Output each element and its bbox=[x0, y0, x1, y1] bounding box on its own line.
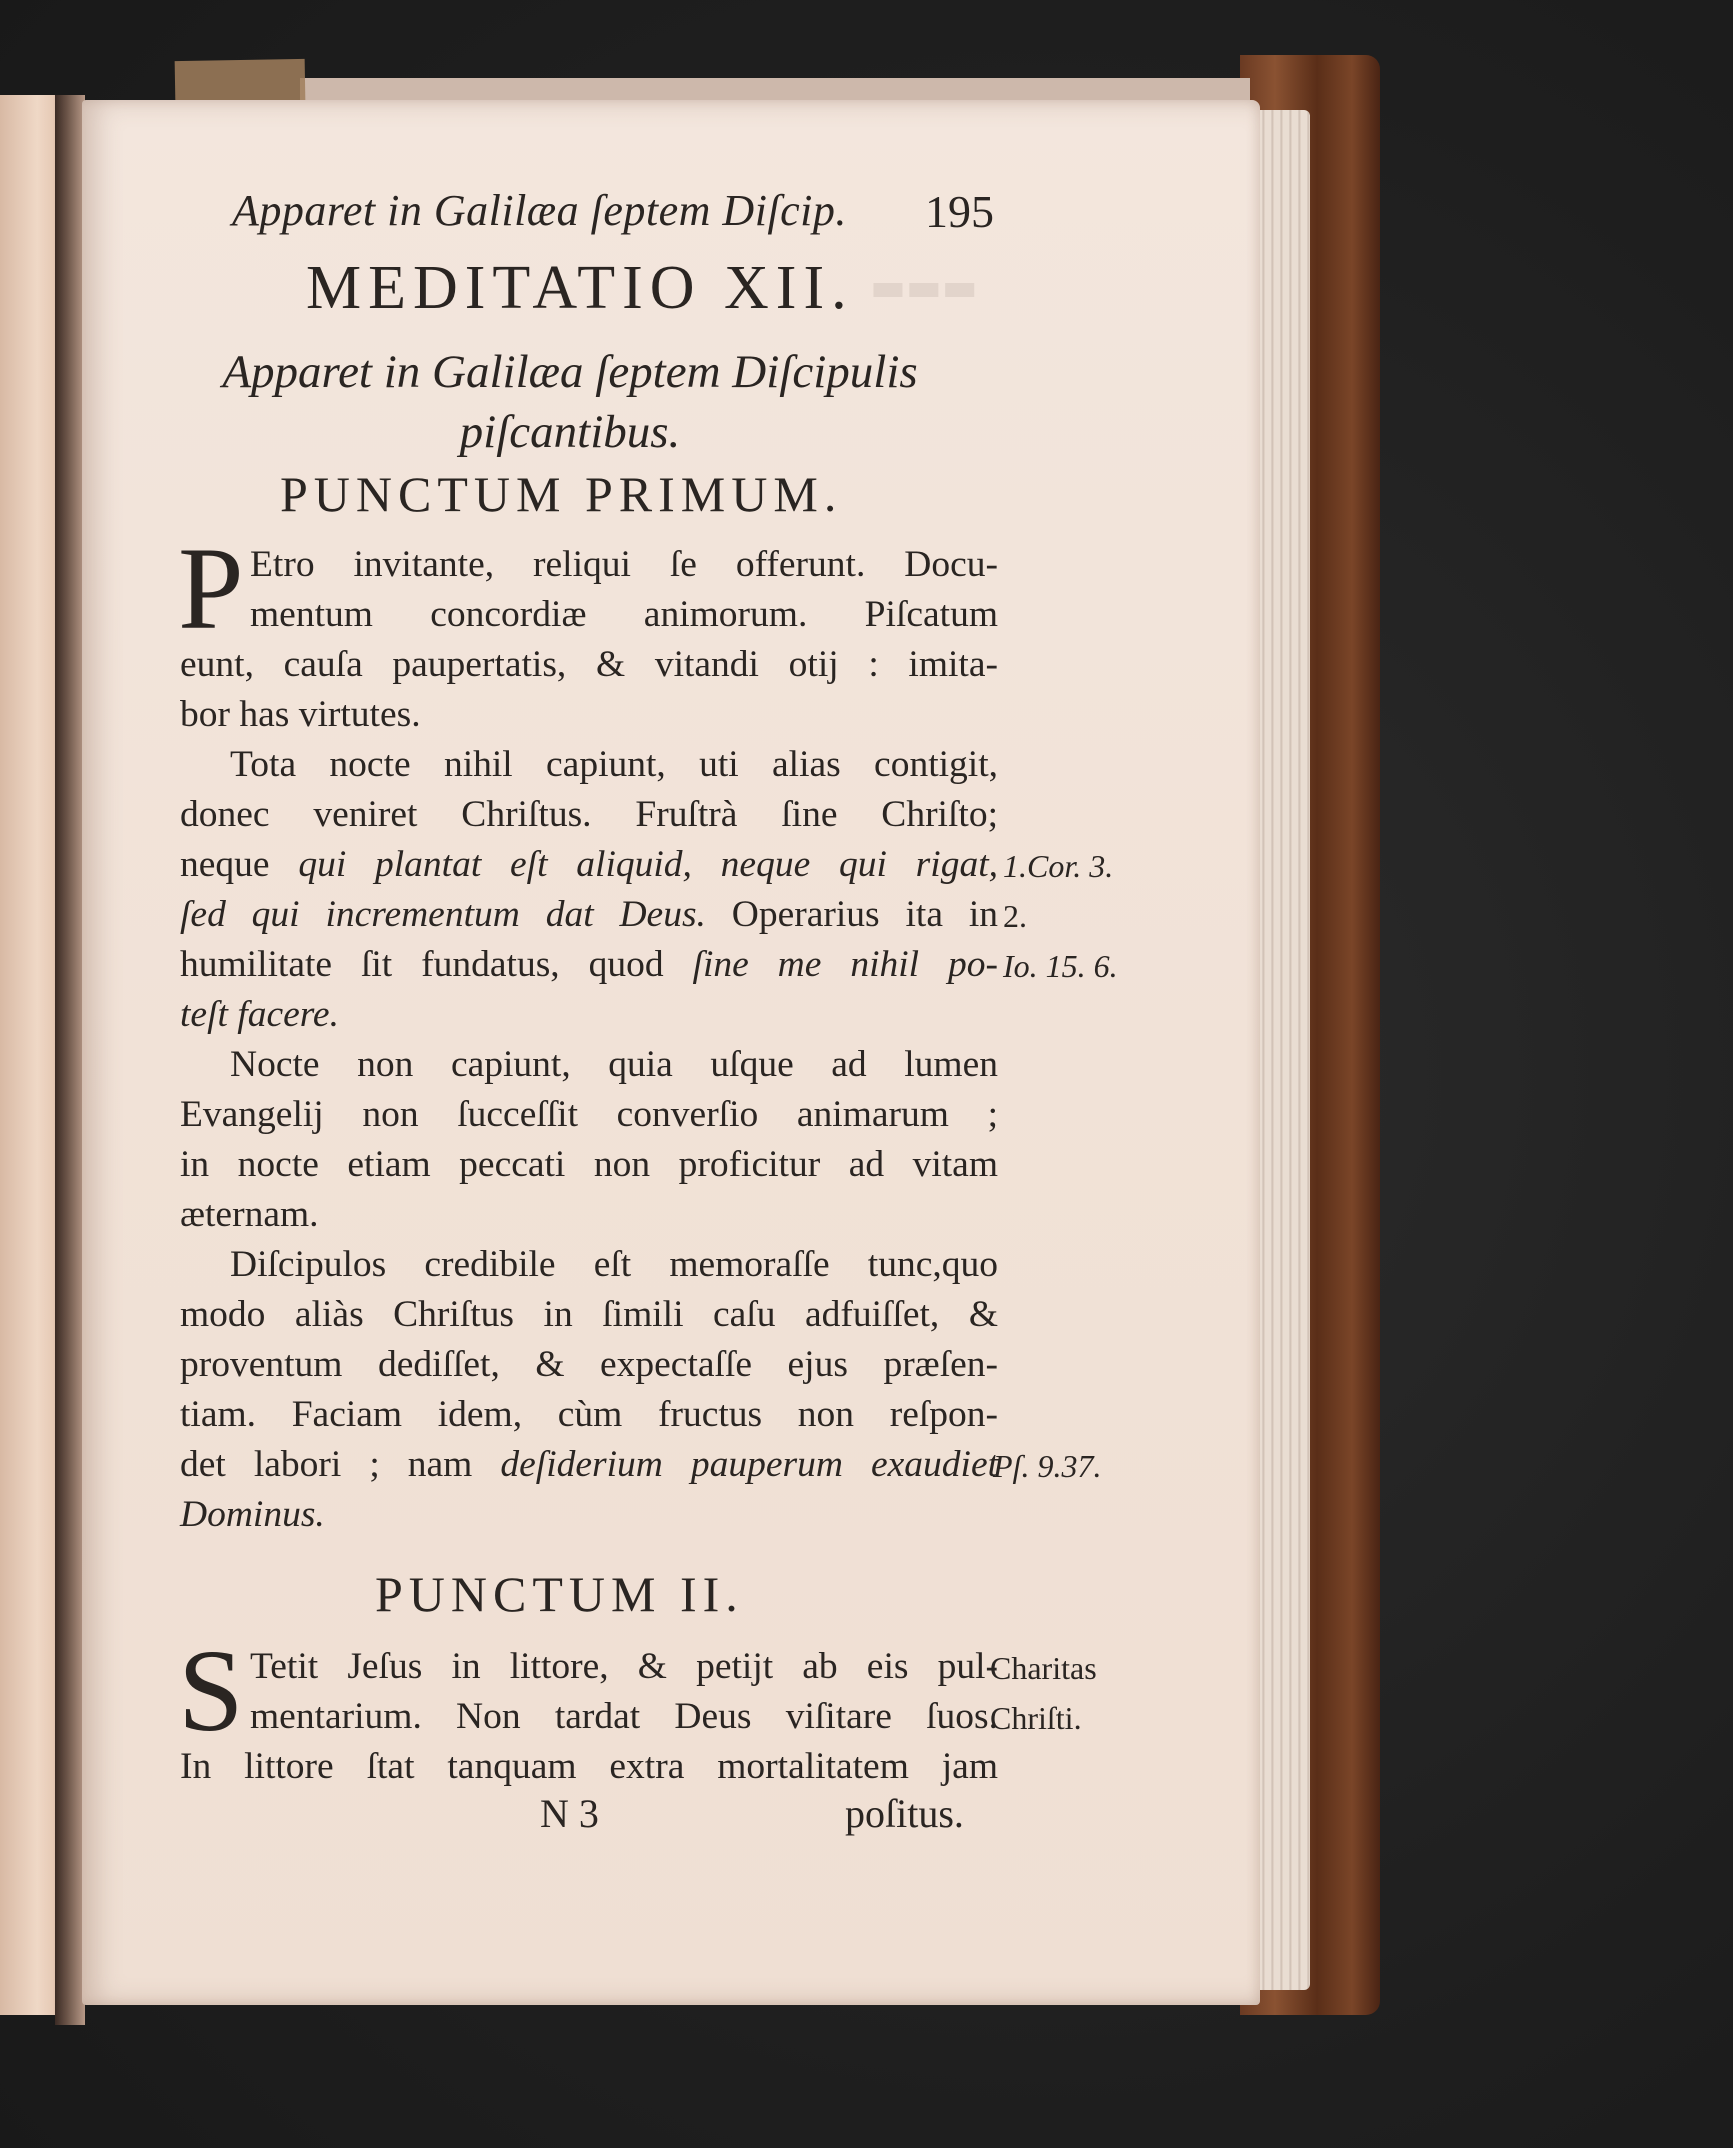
show-through-texture: ▬▬▬ bbox=[870, 265, 978, 309]
body-line: bor has virtutes. bbox=[180, 694, 421, 735]
body-line: æternam. bbox=[180, 1194, 319, 1235]
body-line: tiam. Faciam idem, cùm fructus non reſpon- bbox=[180, 1394, 998, 1435]
meditation-title: MEDITATIO XII. bbox=[306, 254, 854, 322]
scripture-quote: qui plantat eſt aliquid, neque qui rigat, bbox=[298, 844, 998, 885]
drop-cap-s: S bbox=[178, 1625, 244, 1756]
book-gutter bbox=[55, 95, 85, 2025]
body-line: Tetit Jeſus in littore, & petijt ab eis pul- bbox=[250, 1646, 998, 1687]
body-line bbox=[180, 940, 998, 990]
body-text: det labori ; nam bbox=[180, 1444, 501, 1485]
body-line: Etro invitante, reliqui ſe offerunt. Docu- bbox=[250, 544, 998, 585]
body-line: donec veniret Chriſtus. Fruſtrà ſine Chriſto; bbox=[180, 794, 998, 835]
scripture-quote: ſed qui incrementum dat Deus. bbox=[180, 894, 706, 935]
body-line bbox=[180, 890, 998, 940]
body-line: mentum concordiæ animorum. Piſcatum bbox=[250, 594, 998, 635]
running-head: Apparet in Galilæa ſeptem Diſcip. bbox=[232, 186, 847, 235]
body-text: humilitate ſit fundatus, quod bbox=[180, 944, 693, 985]
scripture-quote: deſiderium pauperum exaudiet bbox=[500, 1444, 999, 1485]
subtitle-line-2: piſcantibus. bbox=[459, 406, 681, 458]
body-line: eunt, cauſa paupertatis, & vitandi otij : imita- bbox=[180, 644, 998, 685]
left-page-edge bbox=[0, 95, 62, 2015]
section-heading-1: PUNCTUM PRIMUM. bbox=[280, 466, 843, 522]
body-line bbox=[180, 1440, 998, 1490]
margin-reference: 1.Cor. 3. bbox=[1003, 848, 1114, 884]
body-text: neque bbox=[180, 844, 299, 885]
body-line: Evangelij non ſucceſſit converſio animarum ; bbox=[180, 1094, 998, 1135]
body-line: In littore ſtat tanquam extra mortalitatem jam bbox=[180, 1746, 998, 1787]
body-line: Nocte non capiunt, quia uſque ad lumen bbox=[230, 1044, 998, 1085]
body-line: Diſcipulos credibile eſt memoraſſe tunc,quo bbox=[230, 1244, 998, 1285]
signature-mark: N 3 bbox=[540, 1791, 599, 1836]
body-line: modo aliàs Chriſtus in ſimili caſu adfuiſſet, & bbox=[180, 1294, 998, 1335]
body-line bbox=[180, 840, 998, 890]
body-text: Operarius ita in bbox=[705, 894, 999, 935]
body-line: Tota nocte nihil capiunt, uti alias contigit, bbox=[230, 744, 998, 785]
margin-reference: 2. bbox=[1003, 898, 1027, 934]
margin-gloss: Charitas bbox=[990, 1650, 1097, 1686]
catchword: poſitus. bbox=[845, 1791, 964, 1836]
body-line: Dominus. bbox=[180, 1494, 325, 1535]
scripture-quote: ſine me nihil po- bbox=[692, 944, 999, 985]
body-line: in nocte etiam peccati non proficitur ad vitam bbox=[180, 1144, 998, 1185]
margin-gloss: Chriſti. bbox=[990, 1700, 1082, 1736]
margin-reference: Pſ. 9.37. bbox=[993, 1448, 1102, 1484]
page-number: 195 bbox=[925, 186, 994, 237]
section-heading-2: PUNCTUM II. bbox=[375, 1566, 744, 1622]
body-line: proventum dediſſet, & expectaſſe ejus præſen- bbox=[180, 1344, 998, 1385]
body-line: teſt facere. bbox=[180, 994, 339, 1035]
drop-cap-p: P bbox=[178, 523, 244, 654]
body-line: mentarium. Non tardat Deus viſitare ſuos. bbox=[250, 1696, 998, 1737]
subtitle-line-1: Apparet in Galilæa ſeptem Diſcipulis bbox=[222, 346, 918, 398]
margin-reference: Io. 15. 6. bbox=[1003, 948, 1118, 984]
paper-tape bbox=[175, 59, 306, 103]
